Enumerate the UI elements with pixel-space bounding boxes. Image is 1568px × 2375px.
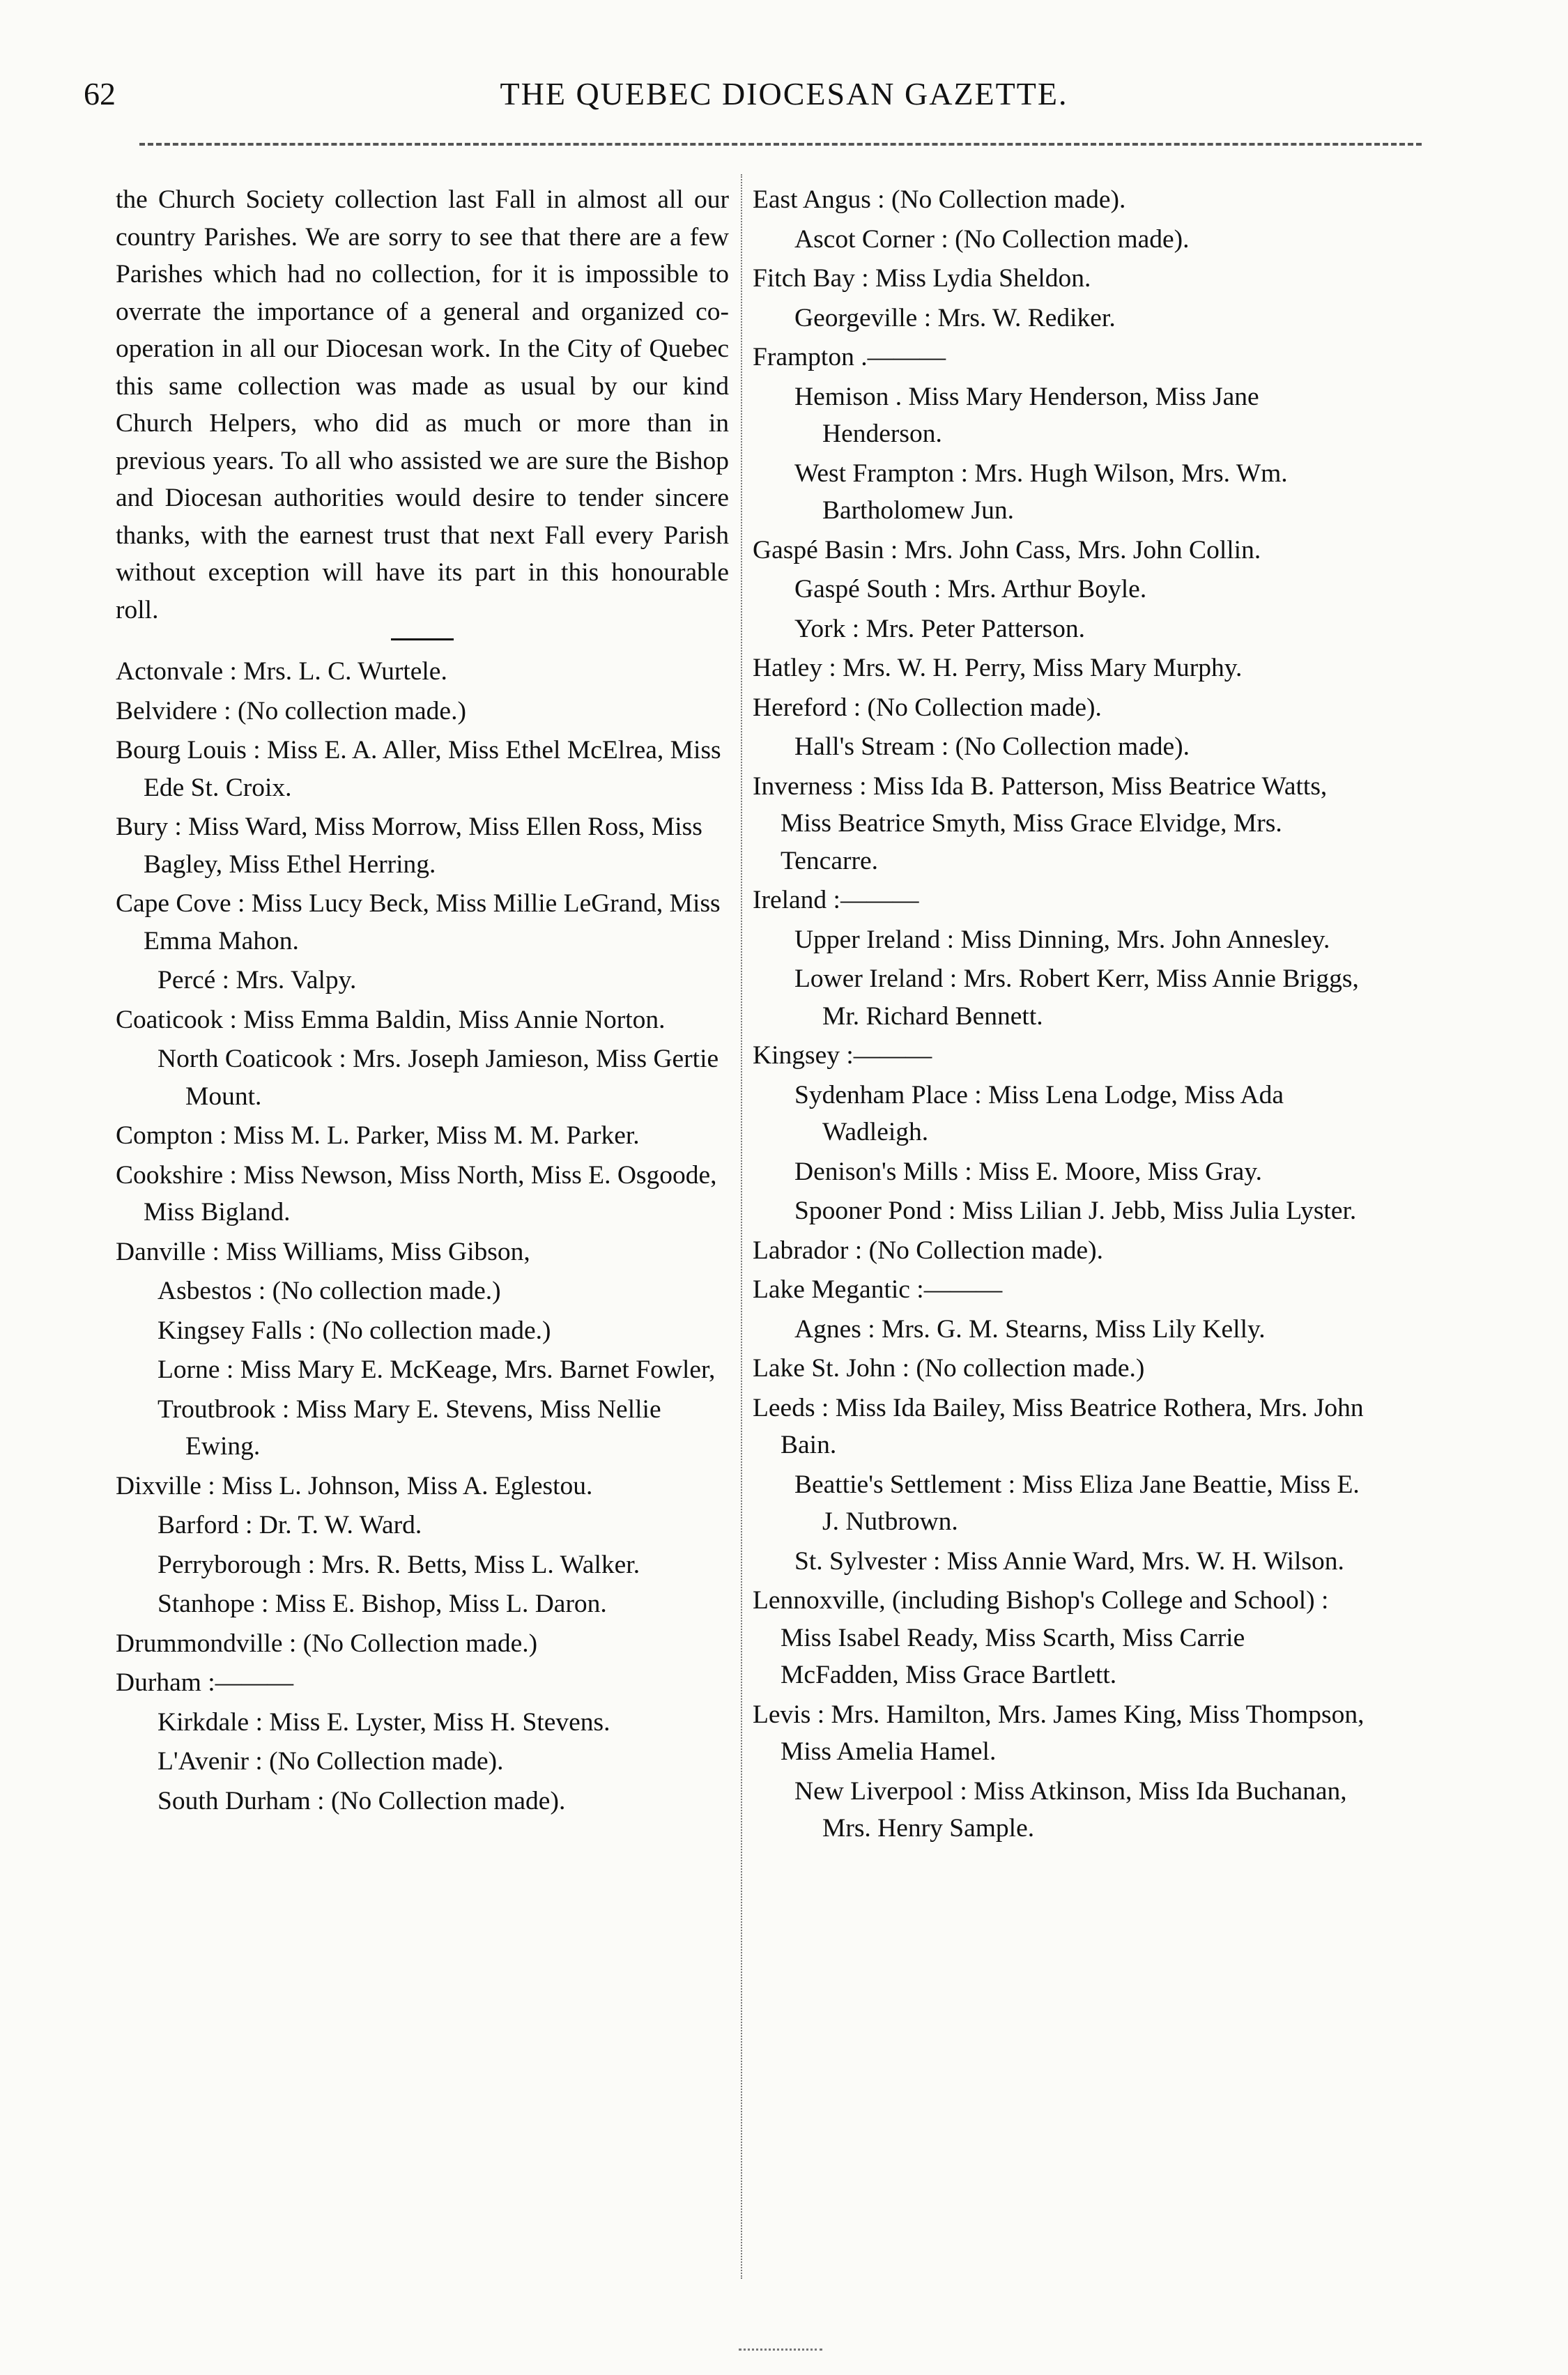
parish-entry: Durham :——— [116, 1668, 294, 1697]
parish-entry: Lorne : Miss Mary E. McKeage, Mrs. Barnet Fowler, [157, 1355, 716, 1384]
parish-entry: Danville : Miss Williams, Miss Gibson, [116, 1237, 530, 1266]
parish-entry: Cape Cove : Miss Lucy Beck, Miss Millie LeGrand, Miss Emma Mahon. [116, 889, 721, 955]
parish-entry: Inverness : Miss Ida B. Patterson, Miss Beatrice Watts, Miss Beatrice Smyth, Miss Grace Elvidge, Mrs. Tencarre. [753, 771, 1328, 875]
left-entry-list [116, 653, 729, 1820]
parish-entry: East Angus : (No Collection made). [753, 185, 1126, 214]
parish-entry: Hall's Stream : (No Collection made). [794, 732, 1190, 761]
parish-entry: Upper Ireland : Miss Dinning, Mrs. John Annesley. [794, 925, 1330, 954]
parish-entry: Hemison . Miss Mary Henderson, Miss Jane Henderson. [794, 382, 1259, 448]
parish-entry: York : Mrs. Peter Patterson. [794, 614, 1086, 643]
right-column [753, 181, 1369, 1850]
parish-entry: Drummondville : (No Collection made.) [116, 1629, 538, 1658]
parish-entry: Labrador : (No Collection made). [753, 1236, 1103, 1265]
parish-entry: Kingsey Falls : (No collection made.) [157, 1316, 551, 1345]
parish-entry: Gaspé Basin : Mrs. John Cass, Mrs. John Collin. [753, 535, 1261, 564]
section-divider [391, 638, 454, 640]
page-title: THE QUEBEC DIOCESAN GAZETTE. [500, 76, 1068, 112]
parish-entry: St. Sylvester : Miss Annie Ward, Mrs. W. H. Wilson. [794, 1546, 1344, 1576]
left-column [116, 181, 729, 1822]
parish-entry: Coaticook : Miss Emma Baldin, Miss Annie Norton. [116, 1005, 666, 1034]
parish-entry: Georgeville : Mrs. W. Rediker. [794, 303, 1116, 332]
parish-entry: Lake St. John : (No collection made.) [753, 1354, 1145, 1383]
parish-entry: Lennoxville, (including Bishop's College and School) : Miss Isabel Ready, Miss Scarth, Miss Carrie McFadden, Miss Grace Bartlett. [753, 1586, 1329, 1689]
parish-entry: Actonvale : Mrs. L. C. Wurtele. [116, 657, 447, 686]
header-rule [139, 143, 1422, 146]
parish-entry: Beattie's Settlement : Miss Eliza Jane Beattie, Miss E. J. Nutbrown. [794, 1470, 1360, 1536]
right-entry-list [753, 181, 1369, 1847]
parish-entry: Perryborough : Mrs. R. Betts, Miss L. Walker. [157, 1550, 640, 1579]
footer-mark [739, 2349, 822, 2351]
parish-entry: Ireland :——— [753, 886, 919, 914]
parish-entry: Dixville : Miss L. Johnson, Miss A. Eglestou. [116, 1471, 593, 1500]
parish-entry: South Durham : (No Collection made). [157, 1786, 566, 1815]
parish-entry: Lake Megantic :——— [753, 1275, 1003, 1304]
parish-entry: Agnes : Mrs. G. M. Stearns, Miss Lily Kelly. [794, 1314, 1266, 1344]
intro-paragraph: the Church Society collection last Fall in almost all our country Parishes. We are sorry to see that there are a few Parishes which had no collection, for it is impossible to overrate the importance of a general and organized co-operation in all our Diocesan work. In the City of Quebec this same collection was made as usual by our kind Church Helpers, who did as much or more than in previous years. To all who assisted we are sure the Bishop and Diocesan authorities would desire to tender sincere thanks, with the earnest trust that next Fall every Parish without exception will have its part in this honourable roll. [116, 185, 729, 624]
parish-entry: Hatley : Mrs. W. H. Perry, Miss Mary Murphy. [753, 654, 1243, 682]
parish-entry: Spooner Pond : Miss Lilian J. Jebb, Miss Julia Lyster. [794, 1197, 1357, 1225]
parish-entry: Cookshire : Miss Newson, Miss North, Miss E. Osgoode, Miss Bigland. [116, 1160, 717, 1227]
parish-entry: Compton : Miss M. L. Parker, Miss M. M. Parker. [116, 1121, 640, 1150]
parish-entry: Kirkdale : Miss E. Lyster, Miss H. Stevens. [157, 1707, 610, 1737]
parish-entry: Hereford : (No Collection made). [753, 693, 1102, 722]
parish-entry: North Coaticook : Mrs. Joseph Jamieson, Miss Gertie Mount. [157, 1045, 719, 1111]
page-number: 62 [84, 76, 116, 112]
parish-entry: Sydenham Place : Miss Lena Lodge, Miss Ada Wadleigh. [794, 1080, 1284, 1146]
parish-entry: Gaspé South : Mrs. Arthur Boyle. [794, 575, 1147, 604]
parish-entry: Troutbrook : Miss Mary E. Stevens, Miss Nellie Ewing. [157, 1394, 661, 1461]
parish-entry: Stanhope : Miss E. Bishop, Miss L. Daron. [157, 1590, 607, 1618]
parish-entry: Bourg Louis : Miss E. A. Aller, Miss Ethel McElrea, Miss Ede St. Croix. [116, 736, 721, 802]
parish-entry: Belvidere : (No collection made.) [116, 696, 466, 725]
parish-entry: Frampton .——— [753, 343, 946, 371]
parish-entry: Fitch Bay : Miss Lydia Sheldon. [753, 264, 1091, 293]
parish-entry: Lower Ireland : Mrs. Robert Kerr, Miss Annie Briggs, Mr. Richard Bennett. [794, 964, 1359, 1031]
parish-entry: Denison's Mills : Miss E. Moore, Miss Gray. [794, 1157, 1263, 1186]
parish-entry: Bury : Miss Ward, Miss Morrow, Miss Ellen Ross, Miss Bagley, Miss Ethel Herring. [116, 813, 702, 879]
parish-entry: New Liverpool : Miss Atkinson, Miss Ida Buchanan, Mrs. Henry Sample. [794, 1776, 1347, 1843]
parish-entry: Percé : Mrs. Valpy. [157, 966, 357, 994]
parish-entry: Kingsey :——— [753, 1041, 932, 1070]
column-divider [741, 174, 742, 2279]
parish-entry: L'Avenir : (No Collection made). [157, 1747, 504, 1776]
parish-entry: Ascot Corner : (No Collection made). [794, 224, 1190, 254]
parish-entry: West Frampton : Mrs. Hugh Wilson, Mrs. Wm. Bartholomew Jun. [794, 459, 1288, 525]
parish-entry: Barford : Dr. T. W. Ward. [157, 1511, 422, 1539]
parish-entry: Asbestos : (No collection made.) [157, 1277, 501, 1305]
parish-entry: Leeds : Miss Ida Bailey, Miss Beatrice Rothera, Mrs. John Bain. [753, 1393, 1364, 1459]
parish-entry: Levis : Mrs. Hamilton, Mrs. James King, Miss Thompson, Miss Amelia Hamel. [753, 1700, 1365, 1766]
